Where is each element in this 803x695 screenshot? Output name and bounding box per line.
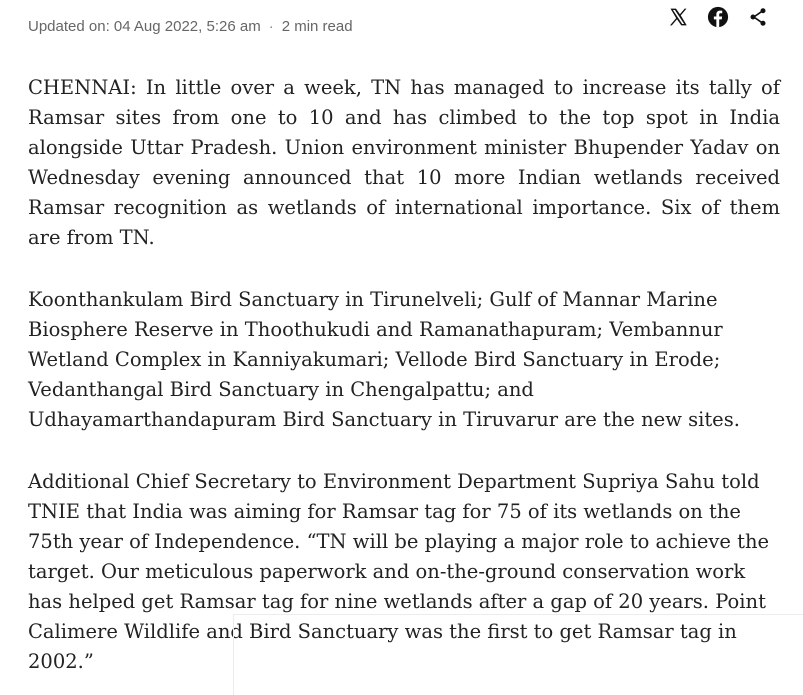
facebook-icon xyxy=(707,6,729,28)
meta-separator: · xyxy=(268,17,274,35)
x-icon xyxy=(668,7,688,27)
share-icon xyxy=(748,7,768,27)
updated-timestamp: Updated on: 04 Aug 2022, 5:26 am xyxy=(28,17,261,35)
share-toolbar xyxy=(667,5,769,29)
share-more-button[interactable] xyxy=(747,6,769,28)
read-time: 2 min read xyxy=(281,17,353,35)
article-body xyxy=(28,73,780,677)
share-x-button[interactable] xyxy=(667,6,689,28)
article-paragraph: Koonthankulam Bird Sanctuary in Tirunelveli; Gulf of Mannar Marine Biosphere Reserve in Thoothukudi and Ramanathapuram; Vembannur Wetland Complex in Kanniyakumari; Vellode Bird Sanctuary in Erode; Vedanthangal Bird Sanctuary in Chengalpattu; and Udhayamarthandapuram Bird Sanctuary in Tiruvarur are the new sites. xyxy=(28,288,740,431)
share-facebook-button[interactable] xyxy=(707,6,729,28)
article-paragraph: Additional Chief Secretary to Environment Department Supriya Sahu told TNIE that India was aiming for Ramsar tag for 75 of its wetlands on the 75th year of Independence. “TN will be playing a major role to achieve the target. Our meticulous paperwork and on-the-ground conservation work has helped get Ramsar tag for nine wetlands after a gap of 20 years. Point Calimere Wildlife and Bird Sanctuary was the first to get Ramsar tag in 2002.” xyxy=(28,470,770,673)
article-paragraph: CHENNAI: In little over a week, TN has managed to increase its tally of Ramsar sites from one to 10 and has climbed to the top spot in India alongside Uttar Pradesh. Union environment minister Bhupender Yadav on Wednesday evening announced that 10 more Indian wetlands received Ramsar recognition as wetlands of international importance. Six of them are from TN. xyxy=(28,76,780,249)
article-meta xyxy=(28,16,353,36)
